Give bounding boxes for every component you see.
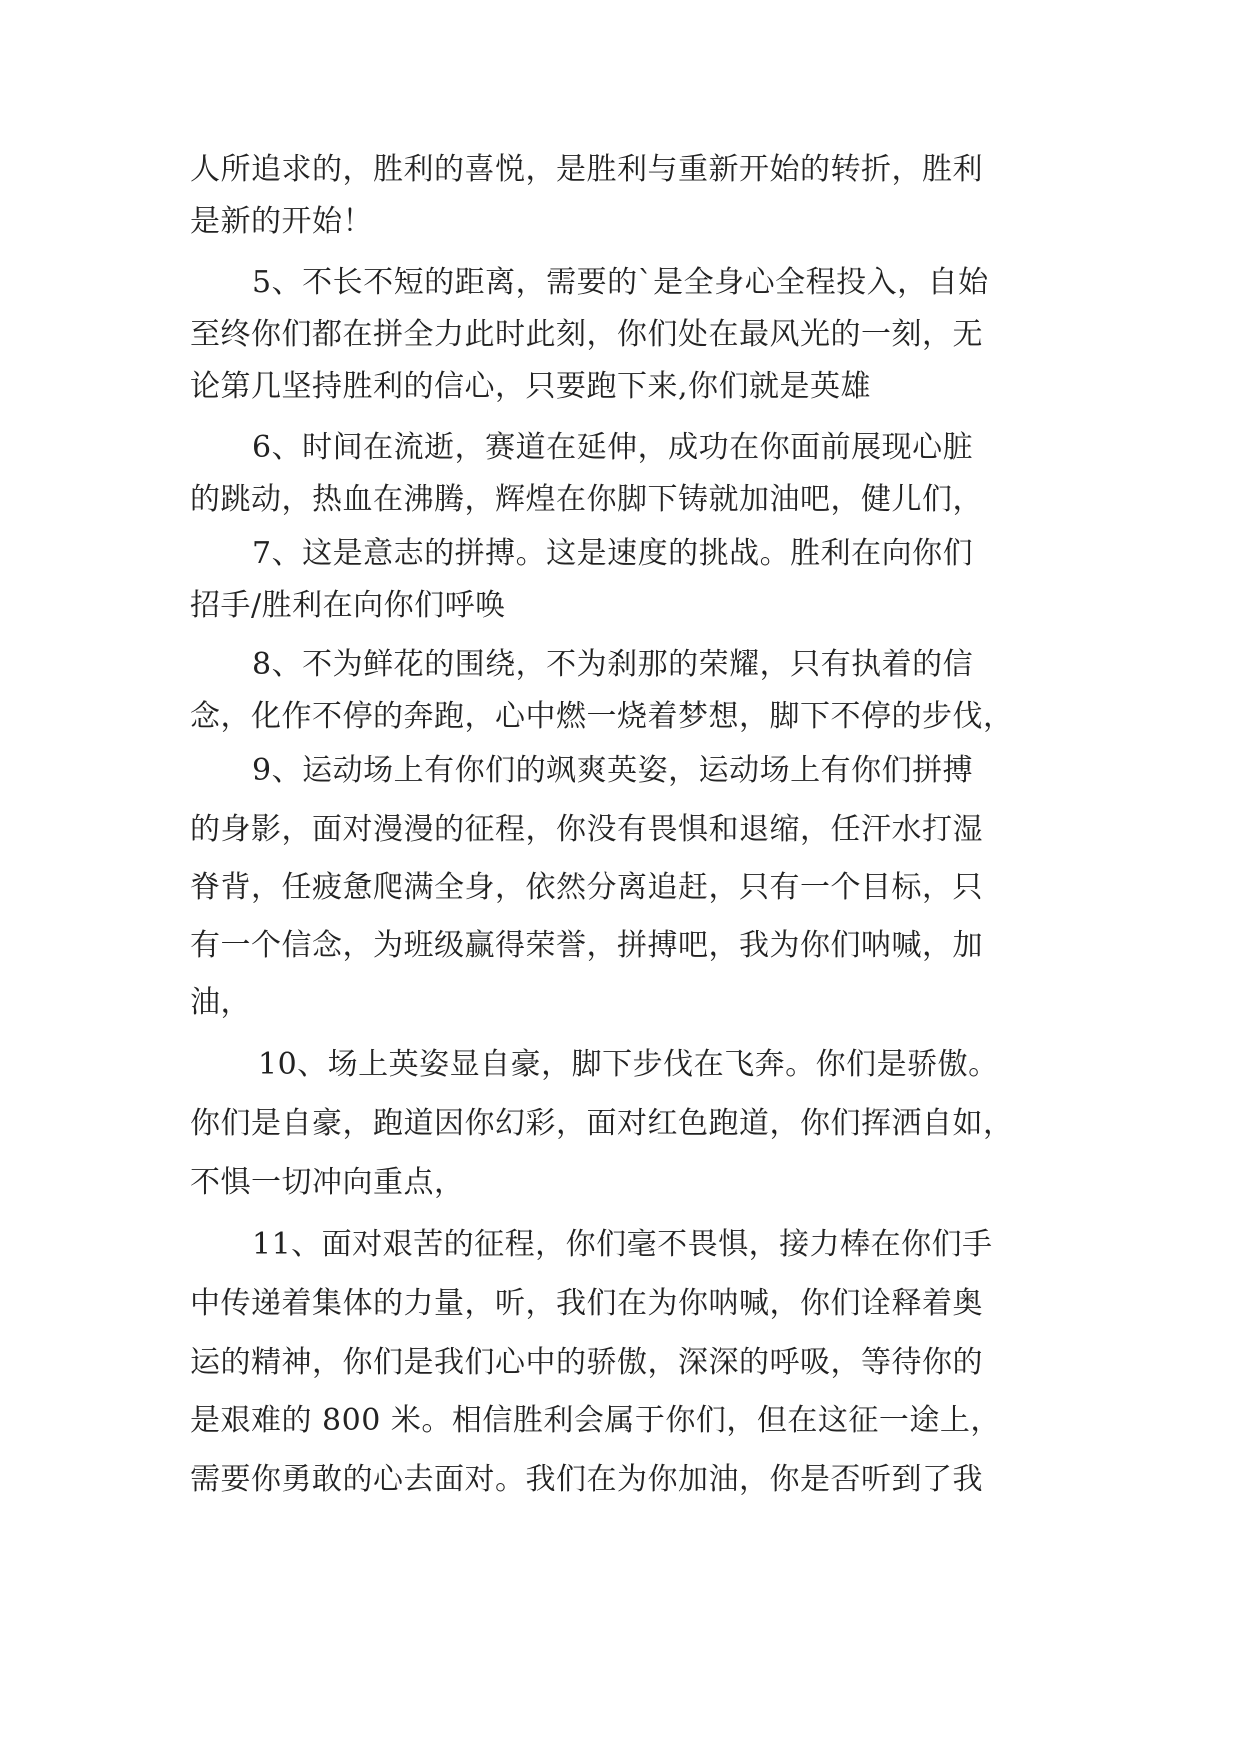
text-line: 念，化作不停的奔跑，心中燃一烧着梦想，脚下不停的步伐， [190,699,1014,734]
text-line: 是新的开始！ [190,204,373,239]
text-line: 8、不为鲜花的围绕，不为刹那的荣耀，只有执着的信 [252,647,974,682]
text-line: 招手/胜利在向你们呼唤 [190,588,506,623]
text-line: 至终你们都在拼全力此时此刻，你们处在最风光的一刻，无 [190,317,983,352]
text-line: 你们是自豪，跑道因你幻彩，面对红色跑道，你们挥洒自如， [190,1106,1014,1141]
text-line: 10、场上英姿显自豪，脚下步伐在飞奔。你们是骄傲。 [258,1047,999,1082]
text-line: 油， [190,985,251,1020]
text-line: 有一个信念，为班级赢得荣誉，拼搏吧，我为你们呐喊，加 [190,928,983,963]
text-line: 运的精神，你们是我们心中的骄傲，深深的呼吸，等待你的 [190,1345,983,1380]
text-line: 需要你勇敢的心去面对。我们在为你加油，你是否听到了我 [190,1462,983,1497]
text-line: 的身影，面对漫漫的征程，你没有畏惧和退缩，任汗水打湿 [190,812,983,847]
text-line: 脊背，任疲惫爬满全身，依然分离追赶，只有一个目标，只 [190,870,983,905]
text-line: 6、时间在流逝，赛道在延伸，成功在你面前展现心脏 [252,430,974,465]
text-line: 不惧一切冲向重点， [190,1165,465,1200]
text-line: 11、面对艰苦的征程，你们毫不畏惧，接力棒在你们手 [252,1227,993,1262]
text-line: 9、运动场上有你们的飒爽英姿，运动场上有你们拼搏 [252,753,974,788]
text-line: 5、不长不短的距离，需要的`是全身心全程投入，自始 [252,265,989,300]
text-line: 的跳动，热血在沸腾，辉煌在你脚下铸就加油吧，健儿们， [190,482,983,517]
text-line: 人所追求的，胜利的喜悦，是胜利与重新开始的转折，胜利 [190,152,983,187]
text-line: 论第几坚持胜利的信心，只要跑下来,你们就是英雄 [190,369,872,404]
text-line: 是艰难的 800 米。相信胜利会属于你们，但在这征一途上， [190,1403,1001,1438]
text-line: 中传递着集体的力量，听，我们在为你呐喊，你们诠释着奥 [190,1286,983,1321]
text-line: 7、这是意志的拼搏。这是速度的挑战。胜利在向你们 [252,536,974,571]
